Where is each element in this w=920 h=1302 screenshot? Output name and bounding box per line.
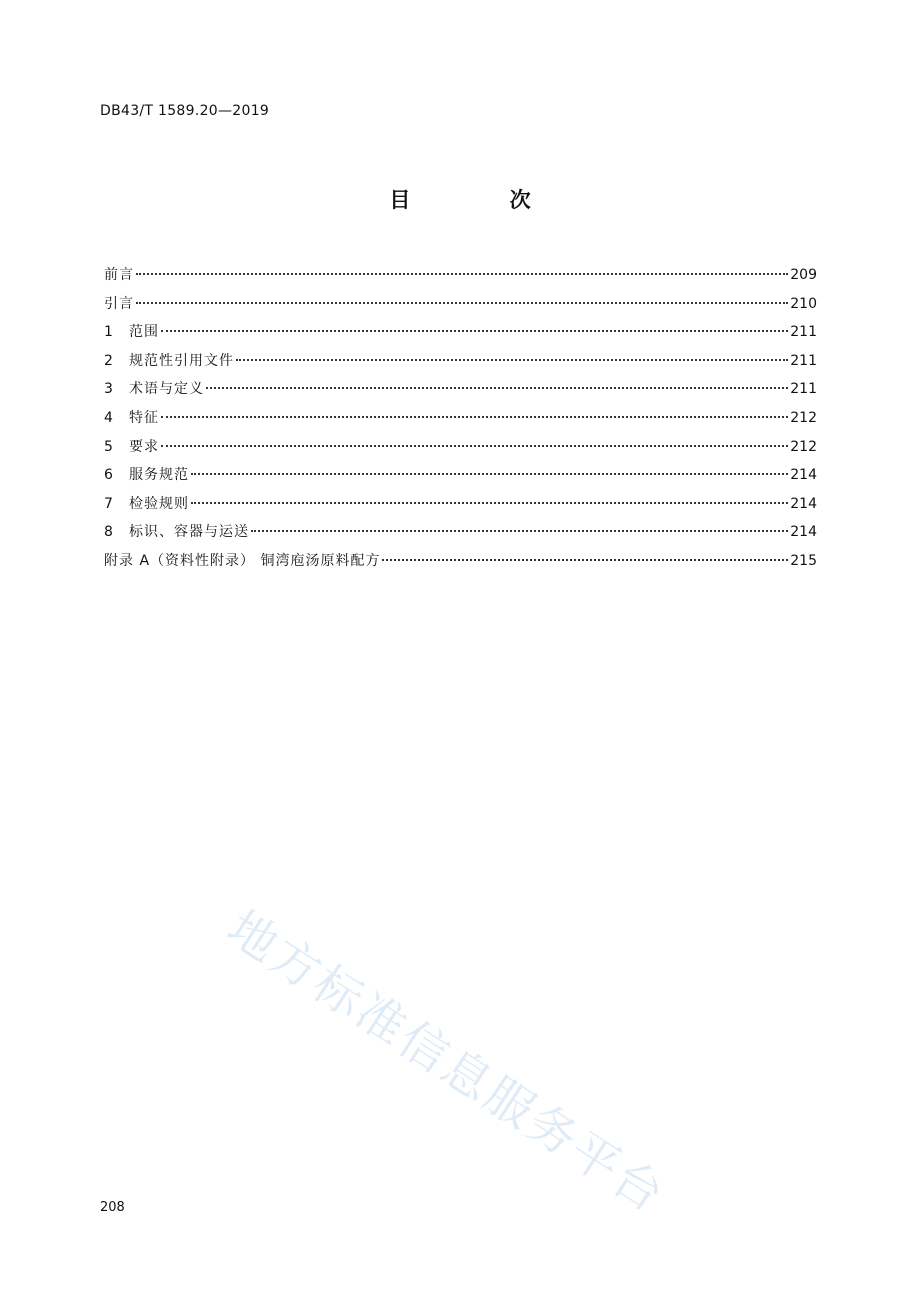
toc-entry-page: 214 <box>790 495 817 512</box>
toc-entry-page: 211 <box>790 381 817 398</box>
toc-entry-title: 引言 <box>104 295 134 312</box>
toc-leader-dots <box>136 273 788 275</box>
toc-entry-number: 7 <box>104 495 113 512</box>
toc-leader-dots <box>191 473 788 475</box>
toc-leader-dots <box>161 416 788 418</box>
toc-entry-title: 附录 A（资料性附录） 铜湾庖汤原料配方 <box>104 552 381 569</box>
toc-entry-title: 术语与定义 <box>129 381 204 398</box>
toc-entry-requirements[interactable] <box>104 436 817 465</box>
toc-entry-number: 5 <box>104 438 113 455</box>
toc-entry-number: 6 <box>104 467 113 484</box>
toc-entry-appendix-a[interactable] <box>104 550 817 579</box>
toc-entry-number: 1 <box>104 324 113 341</box>
toc-entry-page: 214 <box>790 467 817 484</box>
toc-entry-page: 214 <box>790 524 817 541</box>
toc-entry-service-specification[interactable] <box>104 464 817 493</box>
toc-entry-foreword[interactable] <box>104 264 817 293</box>
toc-entry-page: 210 <box>790 295 817 312</box>
toc-entry-characteristics[interactable] <box>104 407 817 436</box>
toc-entry-number: 3 <box>104 381 113 398</box>
document-code: DB43/T 1589.20—2019 <box>100 103 270 119</box>
toc-leader-dots <box>161 445 788 447</box>
toc-entry-page: 212 <box>790 409 817 426</box>
toc-entry-title: 范围 <box>129 324 159 341</box>
toc-entry-page: 211 <box>790 324 817 341</box>
toc-entry-normative-references[interactable] <box>104 350 817 379</box>
toc-entry-page: 212 <box>790 438 817 455</box>
toc-entry-title: 特征 <box>129 409 159 426</box>
page-number: 208 <box>100 1200 125 1215</box>
toc-entry-number: 2 <box>104 352 113 369</box>
toc-entry-terms-definitions[interactable] <box>104 378 817 407</box>
watermark: 地方标准信息服务平台 <box>217 899 676 1225</box>
toc-entry-title: 要求 <box>129 438 159 455</box>
toc-leader-dots <box>382 559 788 561</box>
toc-entry-introduction[interactable] <box>104 293 817 322</box>
toc-entry-title: 服务规范 <box>129 467 189 484</box>
table-of-contents <box>104 264 817 579</box>
toc-entry-page: 215 <box>790 552 817 569</box>
toc-title: 目 次 <box>389 188 577 212</box>
toc-entry-scope[interactable] <box>104 321 817 350</box>
toc-leader-dots <box>191 502 788 504</box>
toc-entry-inspection-rules[interactable] <box>104 493 817 522</box>
toc-leader-dots <box>206 387 788 389</box>
toc-entry-number: 8 <box>104 524 113 541</box>
toc-entry-title: 检验规则 <box>129 495 189 512</box>
toc-entry-page: 209 <box>790 267 817 283</box>
toc-entry-number: 4 <box>104 409 113 426</box>
toc-leader-dots <box>236 359 788 361</box>
toc-entry-marking-containers-transport[interactable] <box>104 521 817 550</box>
toc-leader-dots <box>251 530 788 532</box>
toc-entry-title: 规范性引用文件 <box>129 352 234 369</box>
toc-entry-title: 前言 <box>104 267 134 283</box>
toc-leader-dots <box>136 302 788 304</box>
toc-entry-title: 标识、容器与运送 <box>129 524 249 541</box>
toc-entry-page: 211 <box>790 352 817 369</box>
toc-leader-dots <box>161 330 788 332</box>
